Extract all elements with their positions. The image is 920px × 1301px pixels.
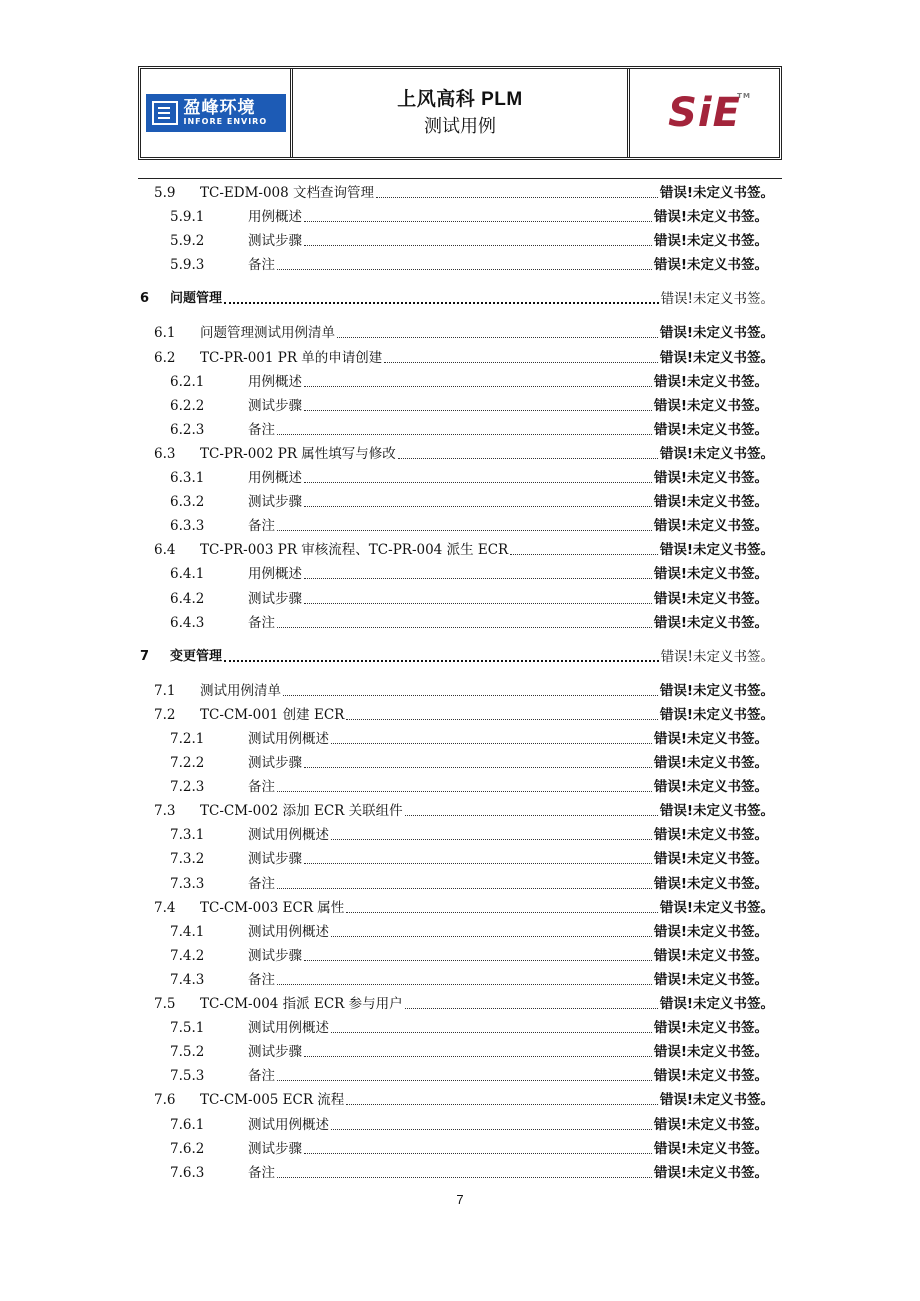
toc-entry[interactable] [170, 230, 768, 250]
toc-leader-dots [304, 766, 652, 768]
toc-entry-title: 测试步骤 [248, 755, 302, 771]
toc-entry[interactable] [170, 1138, 768, 1158]
toc-entry-page: 错误!未定义书签。 [653, 566, 768, 583]
toc-entry-page: 错误!未定义书签。 [653, 947, 768, 964]
toc-entry-page: 错误!未定义书签。 [653, 614, 768, 631]
toc-entry-number: 7.2.3 [170, 779, 205, 796]
toc-entry[interactable] [170, 563, 768, 583]
toc-entry-page: 错误!未定义书签。 [660, 648, 774, 665]
toc-entry-title: 测试用例概述 [248, 827, 329, 844]
toc-entry-number: 7.5 [154, 996, 176, 1012]
toc-entry-number: 7.4.1 [170, 923, 205, 940]
header-right-cell [630, 69, 779, 157]
toc-entry-number: 7 [140, 648, 150, 664]
toc-entry[interactable] [154, 680, 774, 700]
toc-leader-dots [384, 361, 658, 363]
toc-leader-dots [398, 457, 658, 459]
toc-leader-dots [304, 505, 652, 507]
toc-leader-dots [304, 1152, 652, 1154]
document-title: 上风高科 PLM [397, 89, 523, 110]
toc-entry-title: 测试步骤 [248, 494, 302, 511]
infore-logo-en: INFORE ENVIRO [183, 117, 268, 126]
toc-leader-dots [304, 385, 652, 387]
toc-leader-dots [304, 577, 652, 579]
toc-leader-dots [224, 659, 659, 662]
toc-leader-dots [331, 935, 652, 937]
toc-entry-title: 备注 [248, 257, 275, 274]
toc-entry-title: TC-CM-004 指派 ECR 参与用户 [200, 996, 403, 1012]
toc-entry-number: 7.5.3 [170, 1068, 205, 1085]
toc-entry-number: 7.3 [154, 803, 176, 820]
toc-entry-number: 6.2.3 [170, 421, 205, 438]
toc-entry[interactable] [170, 371, 768, 391]
toc-entry-title: 测试步骤 [248, 1044, 302, 1061]
toc-entry[interactable] [170, 776, 768, 796]
toc-entry-page: 错误!未定义书签。 [653, 470, 768, 486]
toc-leader-dots [224, 301, 659, 304]
toc-entry-number: 7.4 [154, 899, 176, 916]
toc-leader-dots [331, 838, 652, 840]
toc-entry[interactable] [140, 646, 774, 666]
toc-entry-page: 错误!未定义书签。 [653, 209, 768, 226]
toc-entry[interactable] [170, 824, 768, 844]
toc-leader-dots [337, 336, 658, 338]
toc-leader-dots [405, 1007, 658, 1009]
toc-entry-page: 错误!未定义书签。 [659, 899, 774, 916]
toc-entry[interactable] [170, 419, 768, 439]
toc-entry-title: 问题管理测试用例清单 [200, 325, 335, 342]
toc-entry-page: 错误!未定义书签。 [659, 349, 774, 366]
toc-entry-page: 错误!未定义书签。 [659, 996, 774, 1012]
toc-entry-title: TC-PR-003 PR 审核流程、TC-PR-004 派生 ECR [200, 542, 509, 559]
toc-entry-number: 6.4.2 [170, 590, 205, 607]
toc-entry-number: 6.2 [154, 349, 176, 366]
toc-leader-dots [277, 887, 652, 889]
toc-entry-page: 错误!未定义书签。 [659, 542, 774, 559]
toc-leader-dots [277, 1079, 652, 1081]
toc-entry-number: 6.4 [154, 542, 176, 559]
toc-entry-title: TC-PR-001 PR 单的申请创建 [200, 349, 383, 366]
sie-logo-tm: TM [737, 92, 751, 100]
toc-entry-title: TC-EDM-008 文档查询管理 [200, 185, 375, 201]
toc-entry-page: 错误!未定义书签。 [653, 755, 768, 771]
toc-leader-dots [405, 814, 658, 816]
toc-entry-number: 6.1 [154, 325, 176, 342]
toc-entry-title: 测试用例概述 [248, 730, 329, 747]
infore-logo-icon [152, 101, 178, 125]
toc-leader-dots [277, 433, 652, 435]
toc-entry-page: 错误!未定义书签。 [653, 827, 768, 844]
toc-leader-dots [346, 1103, 658, 1105]
toc-entry-page: 错误!未定义书签。 [653, 1116, 768, 1133]
toc-entry[interactable] [170, 752, 768, 772]
toc-leader-dots [283, 694, 658, 696]
toc-leader-dots [304, 1055, 652, 1057]
toc-entry-title: 备注 [248, 518, 275, 535]
toc-leader-dots [304, 220, 652, 222]
toc-entry[interactable] [170, 921, 768, 941]
toc-entry-title: 备注 [248, 971, 275, 988]
toc-entry-number: 5.9 [154, 185, 176, 201]
toc-entry-title: 测试用例概述 [248, 923, 329, 940]
toc-leader-dots [304, 602, 652, 604]
toc-entry-number: 6.4.3 [170, 614, 205, 631]
toc-entry-page: 错误!未定义书签。 [653, 494, 768, 511]
toc-entry-page: 错误!未定义书签。 [653, 875, 768, 892]
toc-entry-title: 用例概述 [248, 470, 302, 486]
toc-entry-number: 6.3.2 [170, 494, 205, 511]
toc-entry[interactable] [170, 1162, 768, 1182]
toc-entry[interactable] [170, 728, 768, 748]
toc-entry[interactable] [154, 704, 774, 724]
toc-entry[interactable] [170, 1041, 768, 1061]
toc-entry-title: 备注 [248, 1068, 275, 1085]
toc-entry-title: 备注 [248, 421, 275, 438]
toc-entry-number: 6 [140, 291, 150, 307]
document-subtitle: 测试用例 [424, 116, 496, 136]
toc-entry-title: 问题管理 [170, 291, 223, 307]
toc-entry-page: 错误!未定义书签。 [653, 923, 768, 940]
toc-entry-page: 错误!未定义书签。 [653, 397, 768, 414]
toc-entry-title: 备注 [248, 779, 275, 796]
header-rule [138, 178, 782, 179]
toc-leader-dots [304, 862, 652, 864]
toc-entry-page: 错误!未定义书签。 [659, 803, 774, 820]
toc-entry-page: 错误!未定义书签。 [659, 185, 774, 201]
toc-entry[interactable] [154, 443, 774, 463]
toc-entry-page: 错误!未定义书签。 [659, 706, 774, 723]
toc-entry[interactable] [170, 1017, 768, 1037]
toc-entry[interactable] [154, 539, 774, 559]
toc-entry[interactable] [170, 467, 768, 487]
toc-entry-number: 6.2.2 [170, 397, 205, 414]
toc-entry-number: 5.9.1 [170, 209, 205, 226]
toc-leader-dots [304, 959, 652, 961]
toc-entry-title: 测试步骤 [248, 397, 302, 414]
toc-entry-number: 7.6.2 [170, 1140, 205, 1157]
toc-entry-title: 测试步骤 [248, 1140, 302, 1157]
toc-leader-dots [277, 983, 652, 985]
page-header [138, 66, 782, 160]
toc-entry-number: 7.2.2 [170, 755, 205, 771]
toc-leader-dots [277, 1176, 652, 1178]
toc-leader-dots [277, 529, 652, 531]
toc-entry-title: TC-CM-002 添加 ECR 关联组件 [200, 803, 403, 820]
toc-leader-dots [304, 244, 652, 246]
toc-entry-title: 测试步骤 [248, 947, 302, 964]
toc-entry[interactable] [170, 395, 768, 415]
toc-entry-title: TC-PR-002 PR 属性填写与修改 [200, 445, 396, 462]
toc-entry[interactable] [154, 800, 774, 820]
toc-entry-page: 错误!未定义书签。 [659, 445, 774, 462]
toc-entry-number: 6.3.3 [170, 518, 205, 535]
toc-entry[interactable] [170, 491, 768, 511]
toc-entry-page: 错误!未定义书签。 [659, 682, 774, 699]
toc-entry-number: 7.3.2 [170, 851, 205, 868]
toc-entry[interactable] [154, 993, 774, 1013]
toc-entry-title: 用例概述 [248, 373, 302, 390]
toc-leader-dots [346, 911, 658, 913]
toc-entry[interactable] [154, 182, 774, 202]
toc-entry-page: 错误!未定义书签。 [653, 1164, 768, 1181]
toc-entry-number: 7.4.2 [170, 947, 205, 964]
toc-entry-page: 错误!未定义书签。 [653, 373, 768, 390]
toc-entry-title: 备注 [248, 614, 275, 631]
toc-entry-number: 7.6.1 [170, 1116, 205, 1133]
toc-leader-dots [331, 1128, 652, 1130]
toc-entry-title: TC-CM-001 创建 ECR [200, 706, 345, 723]
toc-entry-page: 错误!未定义书签。 [653, 971, 768, 988]
toc-entry[interactable] [170, 969, 768, 989]
toc-entry[interactable] [170, 1065, 768, 1085]
page-number: 7 [456, 1192, 464, 1207]
header-title-cell [293, 69, 630, 157]
toc-entry-title: 测试用例概述 [248, 1116, 329, 1133]
toc-entry-number: 7.5.2 [170, 1044, 205, 1061]
toc-entry-title: 变更管理 [170, 648, 223, 664]
toc-leader-dots [304, 481, 652, 483]
toc-entry-number: 7.2 [154, 706, 176, 723]
toc-entry-title: 测试用例概述 [248, 1020, 329, 1037]
toc-entry-number: 7.1 [154, 682, 176, 699]
toc-entry[interactable] [170, 206, 768, 226]
infore-logo-cn: 盈峰环境 [183, 98, 256, 118]
toc-entry-number: 5.9.3 [170, 257, 205, 274]
toc-entry-page: 错误!未定义书签。 [653, 730, 768, 747]
toc-entry[interactable] [170, 873, 768, 893]
toc-entry-page: 错误!未定义书签。 [653, 1020, 768, 1037]
toc-leader-dots [277, 626, 652, 628]
toc-entry-page: 错误!未定义书签。 [653, 518, 768, 535]
toc-entry-number: 7.2.1 [170, 730, 205, 747]
toc-entry-page: 错误!未定义书签。 [653, 1044, 768, 1061]
toc-entry-page: 错误!未定义书签。 [659, 1092, 774, 1109]
toc-leader-dots [510, 553, 658, 555]
toc-entry[interactable] [154, 322, 774, 342]
toc-leader-dots [304, 409, 652, 411]
toc-entry-number: 7.5.1 [170, 1020, 205, 1037]
toc-entry[interactable] [170, 515, 768, 535]
toc-entry-number: 7.3.3 [170, 875, 205, 892]
toc-entry-title: TC-CM-005 ECR 流程 [200, 1092, 345, 1109]
toc-leader-dots [346, 718, 658, 720]
toc-entry-title: 用例概述 [248, 566, 302, 583]
toc-entry-title: 测试步骤 [248, 233, 302, 250]
sie-logo-text: SiE [668, 90, 741, 136]
toc-entry-page: 错误!未定义书签。 [653, 1140, 768, 1157]
toc-entry[interactable] [154, 347, 774, 367]
toc-entry-number: 7.6.3 [170, 1164, 205, 1181]
toc-entry[interactable] [140, 288, 774, 308]
toc-entry[interactable] [170, 588, 768, 608]
toc-entry-title: 测试用例清单 [200, 682, 281, 699]
toc-entry-title: 备注 [248, 1164, 275, 1181]
toc-entry[interactable] [154, 897, 774, 917]
toc-leader-dots [277, 790, 652, 792]
infore-enviro-logo [146, 94, 286, 132]
toc-entry-number: 6.4.1 [170, 566, 205, 583]
toc-entry-title: 用例概述 [248, 209, 302, 226]
toc-entry-page: 错误!未定义书签。 [653, 590, 768, 607]
toc-entry-page: 错误!未定义书签。 [653, 851, 768, 868]
toc-entry[interactable] [170, 612, 768, 632]
toc-entry-number: 6.3.1 [170, 470, 205, 486]
toc-entry-number: 7.6 [154, 1092, 176, 1109]
header-left-cell [141, 69, 293, 157]
toc-entry-title: 备注 [248, 875, 275, 892]
toc-entry[interactable] [170, 254, 768, 274]
toc-entry-number: 5.9.2 [170, 233, 205, 250]
toc-leader-dots [277, 268, 652, 270]
toc-entry-title: 测试步骤 [248, 590, 302, 607]
sie-logo [668, 90, 751, 136]
toc-entry-page: 错误!未定义书签。 [659, 325, 774, 342]
toc-entry-page: 错误!未定义书签。 [660, 291, 774, 308]
toc-entry-page: 错误!未定义书签。 [653, 779, 768, 796]
toc-entry[interactable] [170, 848, 768, 868]
toc-entry-title: 测试步骤 [248, 851, 302, 868]
toc-entry-page: 错误!未定义书签。 [653, 257, 768, 274]
toc-entry-page: 错误!未定义书签。 [653, 1068, 768, 1085]
toc-leader-dots [376, 196, 658, 198]
toc-entry-page: 错误!未定义书签。 [653, 421, 768, 438]
toc-leader-dots [331, 742, 652, 744]
toc-leader-dots [331, 1031, 652, 1033]
toc-entry-number: 6.2.1 [170, 373, 205, 390]
toc-entry[interactable] [170, 1114, 768, 1134]
toc-entry[interactable] [154, 1089, 774, 1109]
toc-entry-number: 7.4.3 [170, 971, 205, 988]
toc-entry[interactable] [170, 945, 768, 965]
toc-entry-page: 错误!未定义书签。 [653, 233, 768, 250]
toc-entry-number: 6.3 [154, 445, 176, 462]
toc-entry-number: 7.3.1 [170, 827, 205, 844]
toc-entry-title: TC-CM-003 ECR 属性 [200, 899, 345, 916]
